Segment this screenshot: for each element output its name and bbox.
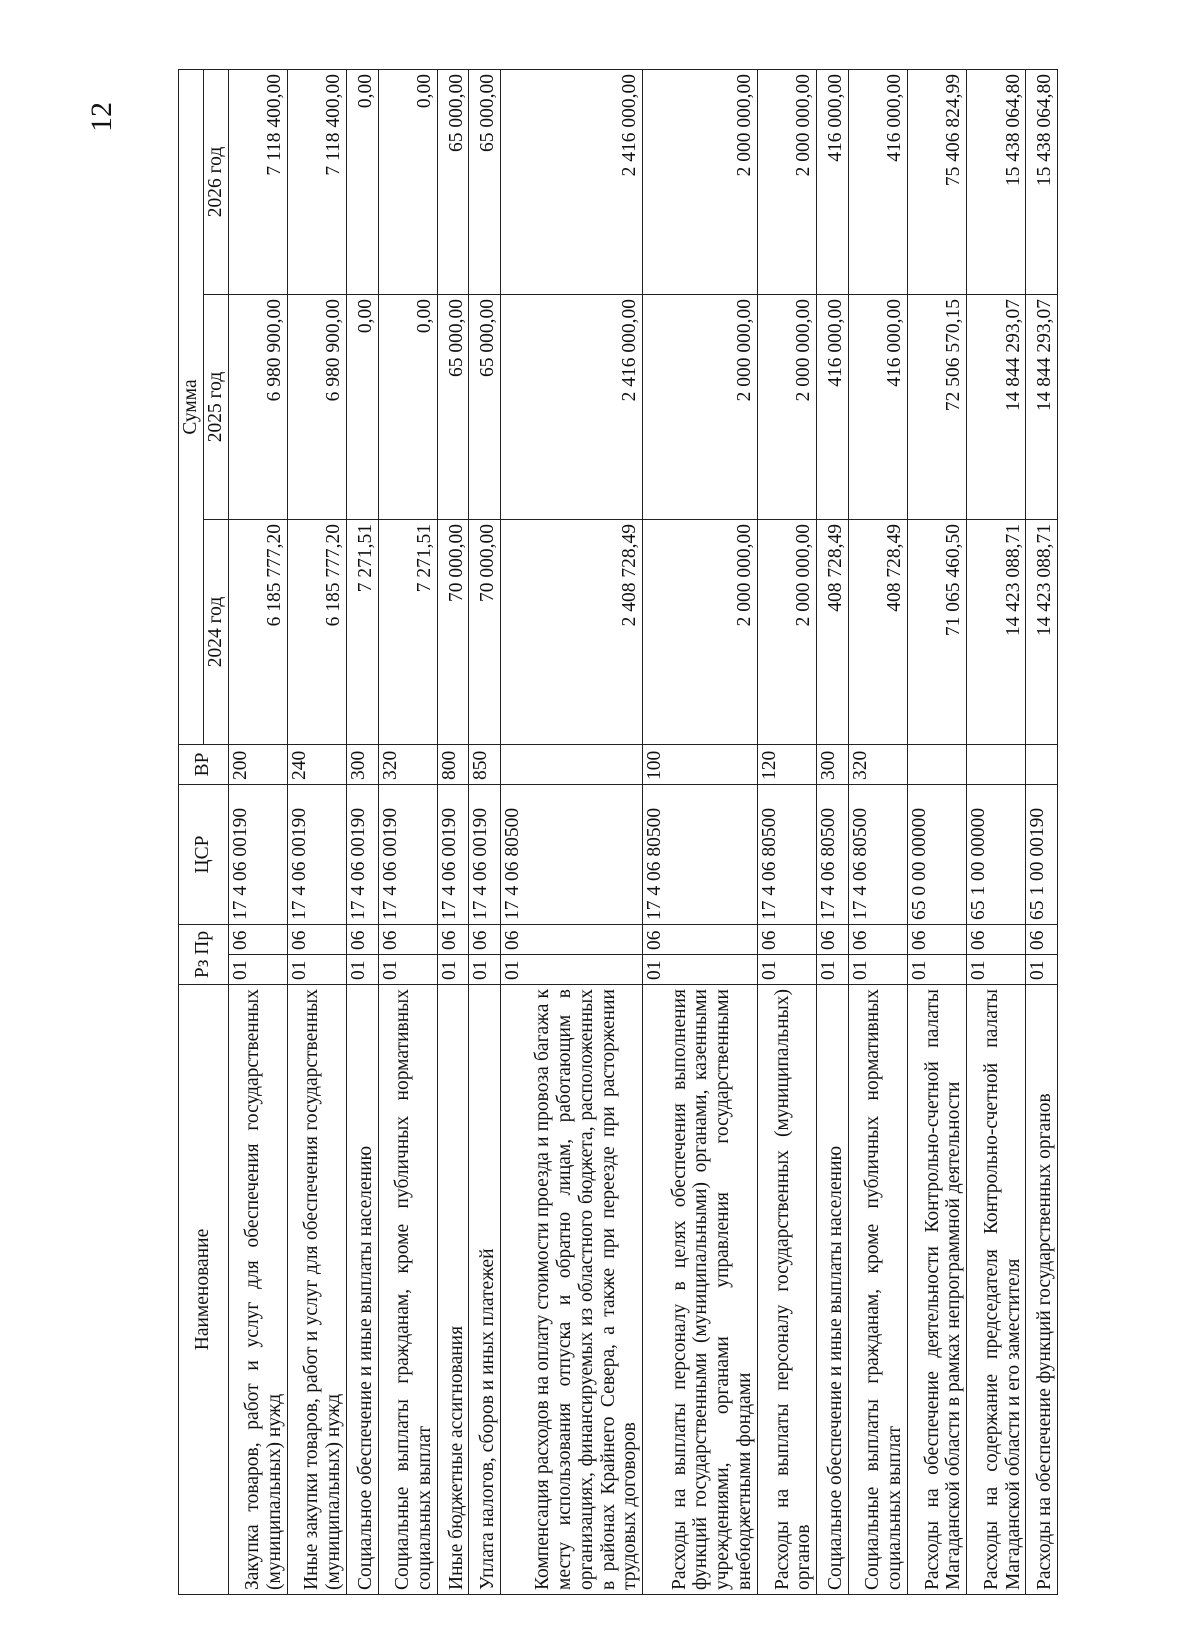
row-sum-2026: 2 000 000,00 bbox=[643, 69, 758, 294]
header-2025: 2025 год bbox=[203, 294, 228, 519]
row-name: Расходы на обеспечение деятельности Контрольно-счетной палаты Магаданской области в рамках непрограммной деятельности bbox=[907, 985, 966, 1595]
table-row bbox=[469, 69, 501, 1594]
row-csr: 17 4 06 00190 bbox=[228, 784, 287, 924]
row-csr: 65 1 00 00190 bbox=[1026, 784, 1058, 924]
row-vr: 320 bbox=[848, 744, 907, 784]
row-name: Иные закупки товаров, работ и услуг для обеспечения государственных (муниципальных) нужд bbox=[287, 985, 346, 1595]
row-rz: 01 bbox=[469, 955, 501, 985]
row-sum-2026: 0,00 bbox=[378, 69, 437, 294]
row-sum-2026: 0,00 bbox=[347, 69, 379, 294]
row-sum-2026: 15 438 064,80 bbox=[967, 69, 1026, 294]
row-sum-2025: 2 416 000,00 bbox=[500, 294, 642, 519]
row-sum-2025: 2 000 000,00 bbox=[643, 294, 758, 519]
row-vr: 300 bbox=[347, 744, 379, 784]
row-csr: 17 4 06 80500 bbox=[848, 784, 907, 924]
row-rz: 01 bbox=[757, 955, 816, 985]
row-sum-2025: 14 844 293,07 bbox=[1026, 294, 1058, 519]
row-sum-2024: 408 728,49 bbox=[817, 519, 849, 744]
table-row bbox=[378, 69, 437, 1594]
row-name: Иные бюджетные ассигнования bbox=[437, 985, 469, 1595]
row-sum-2025: 0,00 bbox=[378, 294, 437, 519]
row-pr: 06 bbox=[437, 924, 469, 954]
row-vr: 800 bbox=[437, 744, 469, 784]
row-vr: 100 bbox=[643, 744, 758, 784]
row-sum-2024: 70 000,00 bbox=[469, 519, 501, 744]
table-row bbox=[500, 69, 642, 1594]
row-sum-2024: 6 185 777,20 bbox=[228, 519, 287, 744]
row-csr: 17 4 06 80500 bbox=[757, 784, 816, 924]
table-row bbox=[817, 69, 849, 1594]
row-csr: 65 1 00 00000 bbox=[967, 784, 1026, 924]
row-vr: 850 bbox=[469, 744, 501, 784]
row-pr: 06 bbox=[1026, 924, 1058, 954]
row-pr: 06 bbox=[817, 924, 849, 954]
row-sum-2026: 2 416 000,00 bbox=[500, 69, 642, 294]
row-csr: 17 4 06 00190 bbox=[469, 784, 501, 924]
row-sum-2025: 72 506 570,15 bbox=[907, 294, 966, 519]
row-name: Уплата налогов, сборов и иных платежей bbox=[469, 985, 501, 1595]
row-sum-2024: 7 271,51 bbox=[347, 519, 379, 744]
row-sum-2025: 416 000,00 bbox=[848, 294, 907, 519]
header-rz-pr: Рз Пр bbox=[179, 924, 229, 984]
row-rz: 01 bbox=[500, 955, 642, 985]
row-sum-2025: 6 980 900,00 bbox=[287, 294, 346, 519]
row-sum-2026: 416 000,00 bbox=[817, 69, 849, 294]
table-row bbox=[347, 69, 379, 1594]
table-row bbox=[437, 69, 469, 1594]
table-row bbox=[967, 69, 1026, 1594]
row-name: Расходы на выплаты персоналу государственных (муниципальных) органов bbox=[757, 985, 816, 1595]
header-vr: ВР bbox=[179, 744, 229, 784]
row-sum-2024: 71 065 460,50 bbox=[907, 519, 966, 744]
budget-table bbox=[178, 69, 1058, 1595]
table-row bbox=[287, 69, 346, 1594]
header-csr: ЦСР bbox=[179, 784, 229, 924]
row-rz: 01 bbox=[437, 955, 469, 985]
row-csr: 17 4 06 00190 bbox=[437, 784, 469, 924]
row-sum-2026: 416 000,00 bbox=[848, 69, 907, 294]
row-sum-2025: 65 000,00 bbox=[469, 294, 501, 519]
row-pr: 06 bbox=[643, 924, 758, 954]
row-name: Расходы на содержание председателя Контрольно-счетной палаты Магаданской области и его заместителя bbox=[967, 985, 1026, 1595]
row-vr: 120 bbox=[757, 744, 816, 784]
row-name: Социальные выплаты гражданам, кроме публичных нормативных социальных выплат bbox=[848, 985, 907, 1595]
row-sum-2026: 2 000 000,00 bbox=[757, 69, 816, 294]
row-pr: 06 bbox=[228, 924, 287, 954]
row-csr: 17 4 06 00190 bbox=[347, 784, 379, 924]
row-sum-2026: 7 118 400,00 bbox=[287, 69, 346, 294]
row-csr: 17 4 06 80500 bbox=[500, 784, 642, 924]
row-rz: 01 bbox=[817, 955, 849, 985]
row-sum-2025: 6 980 900,00 bbox=[228, 294, 287, 519]
row-sum-2025: 0,00 bbox=[347, 294, 379, 519]
row-vr bbox=[500, 744, 642, 784]
row-rz: 01 bbox=[1026, 955, 1058, 985]
row-sum-2026: 75 406 824,99 bbox=[907, 69, 966, 294]
table-row bbox=[643, 69, 758, 1594]
row-vr: 200 bbox=[228, 744, 287, 784]
row-vr: 300 bbox=[817, 744, 849, 784]
row-sum-2025: 65 000,00 bbox=[437, 294, 469, 519]
row-sum-2026: 7 118 400,00 bbox=[228, 69, 287, 294]
row-sum-2024: 408 728,49 bbox=[848, 519, 907, 744]
row-sum-2024: 6 185 777,20 bbox=[287, 519, 346, 744]
row-sum-2024: 7 271,51 bbox=[378, 519, 437, 744]
row-rz: 01 bbox=[848, 955, 907, 985]
table-row bbox=[1026, 69, 1058, 1594]
row-pr: 06 bbox=[500, 924, 642, 954]
row-sum-2024: 14 423 088,71 bbox=[967, 519, 1026, 744]
row-vr: 240 bbox=[287, 744, 346, 784]
row-pr: 06 bbox=[967, 924, 1026, 954]
row-sum-2024: 2 000 000,00 bbox=[643, 519, 758, 744]
row-csr: 17 4 06 00190 bbox=[378, 784, 437, 924]
row-pr: 06 bbox=[347, 924, 379, 954]
row-vr bbox=[1026, 744, 1058, 784]
row-vr bbox=[967, 744, 1026, 784]
page-number: 12 bbox=[85, 102, 118, 132]
table-body bbox=[228, 69, 1057, 1594]
row-pr: 06 bbox=[757, 924, 816, 954]
row-sum-2024: 70 000,00 bbox=[437, 519, 469, 744]
row-vr: 320 bbox=[378, 744, 437, 784]
row-vr bbox=[907, 744, 966, 784]
table-row bbox=[848, 69, 907, 1594]
row-name: Социальное обеспечение и иные выплаты населению bbox=[817, 985, 849, 1595]
row-rz: 01 bbox=[287, 955, 346, 985]
row-sum-2024: 2 000 000,00 bbox=[757, 519, 816, 744]
row-rz: 01 bbox=[228, 955, 287, 985]
row-name: Расходы на обеспечение функций государственных органов bbox=[1026, 985, 1058, 1595]
header-row-top bbox=[179, 69, 204, 1594]
row-sum-2026: 15 438 064,80 bbox=[1026, 69, 1058, 294]
row-name: Социальные выплаты гражданам, кроме публичных нормативных социальных выплат bbox=[378, 985, 437, 1595]
table-row bbox=[757, 69, 816, 1594]
row-sum-2025: 14 844 293,07 bbox=[967, 294, 1026, 519]
rotated-table-wrapper bbox=[178, 70, 1058, 1595]
row-rz: 01 bbox=[907, 955, 966, 985]
row-sum-2026: 65 000,00 bbox=[469, 69, 501, 294]
row-pr: 06 bbox=[287, 924, 346, 954]
row-sum-2026: 65 000,00 bbox=[437, 69, 469, 294]
header-2024: 2024 год bbox=[203, 519, 228, 744]
row-rz: 01 bbox=[643, 955, 758, 985]
row-csr: 17 4 06 00190 bbox=[287, 784, 346, 924]
row-rz: 01 bbox=[378, 955, 437, 985]
row-pr: 06 bbox=[469, 924, 501, 954]
row-name: Закупка товаров, работ и услуг для обеспечения государственных (муниципальных) нужд bbox=[228, 985, 287, 1595]
row-csr: 17 4 06 80500 bbox=[643, 784, 758, 924]
table-row bbox=[907, 69, 966, 1594]
row-rz: 01 bbox=[967, 955, 1026, 985]
row-name: Расходы на выплаты персоналу в целях обеспечения выполнения функций государственными (муниципальными) органами, казенными учреждениями, органами управления государственными внебюджетными фондами bbox=[643, 985, 758, 1595]
row-pr: 06 bbox=[378, 924, 437, 954]
row-pr: 06 bbox=[907, 924, 966, 954]
header-name: Наименование bbox=[179, 985, 229, 1595]
row-sum-2025: 416 000,00 bbox=[817, 294, 849, 519]
header-sum: Сумма bbox=[179, 69, 204, 744]
row-csr: 17 4 06 80500 bbox=[817, 784, 849, 924]
table-row bbox=[228, 69, 287, 1594]
row-name: Социальное обеспечение и иные выплаты населению bbox=[347, 985, 379, 1595]
header-2026: 2026 год bbox=[203, 69, 228, 294]
row-rz: 01 bbox=[347, 955, 379, 985]
row-sum-2025: 2 000 000,00 bbox=[757, 294, 816, 519]
row-pr: 06 bbox=[848, 924, 907, 954]
row-sum-2024: 2 408 728,49 bbox=[500, 519, 642, 744]
row-name: Компенсация расходов на оплату стоимости проезда и провоза багажа к месту использования отпуска и обратно лицам, работающим в организациях, финансируемых из областного бюджета, расположенных в районах Крайнего Севера, а также при переезде при расторжении трудовых договоров bbox=[500, 985, 642, 1595]
row-sum-2024: 14 423 088,71 bbox=[1026, 519, 1058, 744]
row-csr: 65 0 00 00000 bbox=[907, 784, 966, 924]
